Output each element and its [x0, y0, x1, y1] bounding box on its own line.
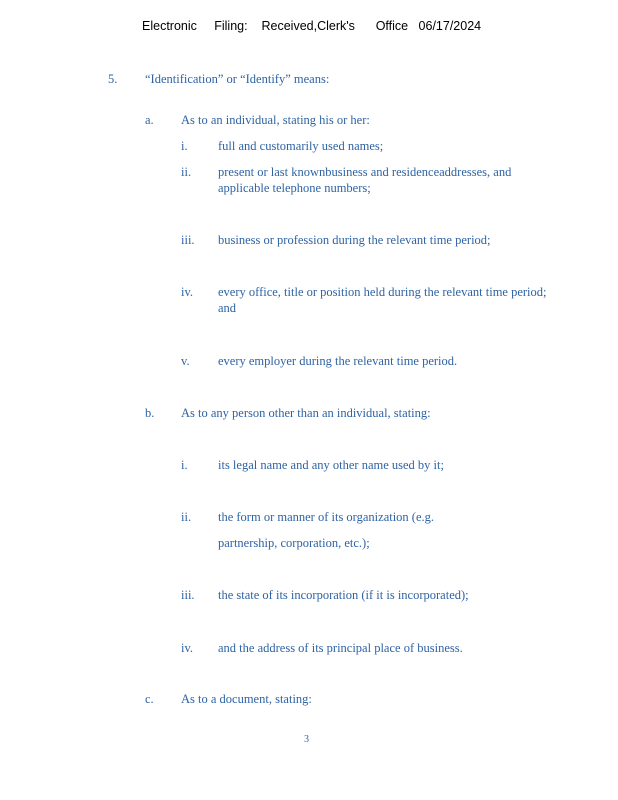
subsection-c-marker: c.: [145, 692, 154, 706]
filing-header: Electronic Filing: Received,Clerk's Office 06/17/2024: [142, 19, 482, 33]
item-a-i-marker: i.: [181, 139, 188, 153]
subsection-c-intro: As to a document, stating:: [181, 692, 312, 706]
item-a-iii-marker: iii.: [181, 233, 195, 247]
item-b-iii-text: the state of its incorporation (if it is incorporated);: [218, 588, 469, 602]
page-number: 3: [304, 734, 309, 745]
item-b-iv-text: and the address of its principal place of business.: [218, 641, 463, 655]
item-a-ii-text-line2: applicable telephone numbers;: [218, 181, 371, 195]
item-a-iv-text-line1: every office, title or position held during the relevant time period;: [218, 285, 547, 299]
subsection-a-intro: As to an individual, stating his or her:: [181, 113, 370, 127]
item-b-i-marker: i.: [181, 458, 188, 472]
subsection-b-intro: As to any person other than an individual, stating:: [181, 406, 431, 420]
item-b-ii-text-line1: the form or manner of its organization (e.g.: [218, 510, 435, 524]
item-a-ii-text-line1: present or last knownbusiness and residenceaddresses, and: [218, 165, 512, 179]
item-a-ii-marker: ii.: [181, 165, 192, 179]
item-a-i-text: full and customarily used names;: [218, 139, 384, 153]
item-a-iv-marker: iv.: [181, 285, 194, 299]
item-b-iv-marker: iv.: [181, 641, 194, 655]
item-a-iii-text: business or profession during the relevant time period;: [218, 233, 491, 247]
item-a-v-marker: v.: [181, 354, 190, 368]
item-b-ii-text-line2: partnership, corporation, etc.);: [218, 536, 370, 550]
section-title: “Identification” or “Identify” means:: [145, 72, 330, 86]
item-b-iii-marker: iii.: [181, 588, 195, 602]
subsection-a-marker: a.: [145, 113, 154, 127]
item-a-v-text: every employer during the relevant time period.: [218, 354, 458, 368]
item-a-iv-text-line2: and: [218, 301, 237, 315]
item-b-ii-marker: ii.: [181, 510, 192, 524]
item-b-i-text: its legal name and any other name used by it;: [218, 458, 444, 472]
section-number: 5.: [108, 72, 118, 86]
subsection-b-marker: b.: [145, 406, 155, 420]
